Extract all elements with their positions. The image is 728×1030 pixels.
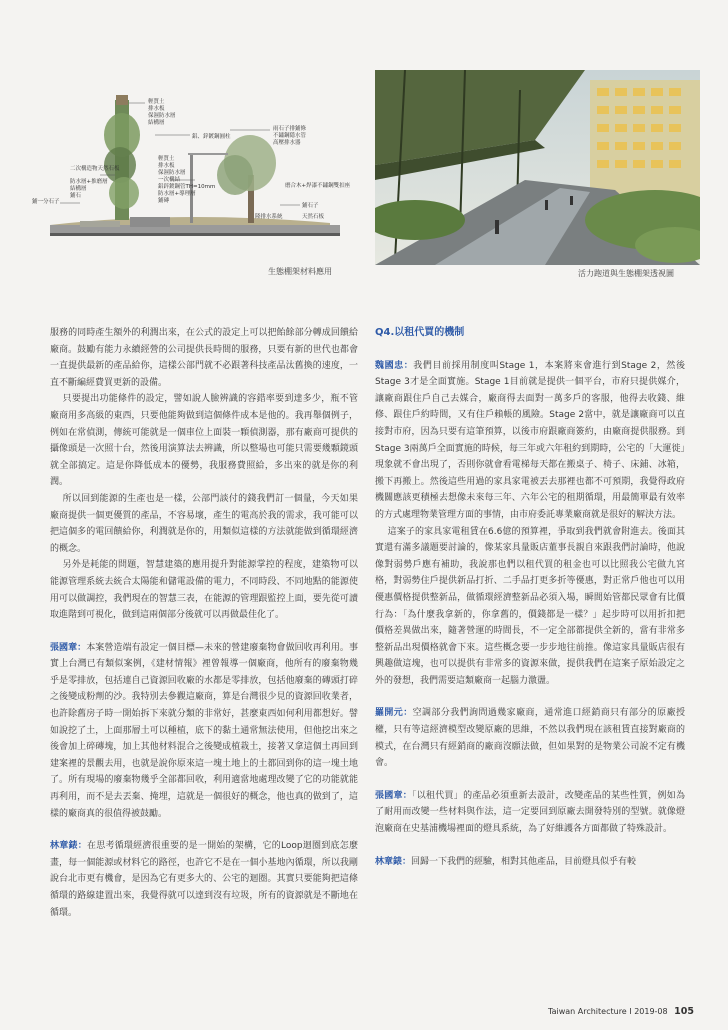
label-center-stack-5: 防水層+導理層 [158,191,196,197]
speaker-paragraph [375,788,685,838]
label-center-stack-3: 一次構結 [158,177,181,183]
label-right-stack-0: 雨石子排鋪條 [273,126,307,132]
footer-separator: I [629,1007,632,1016]
section-heading: Q4.以租代買的機制 [375,327,465,338]
speaker-paragraph [50,838,358,921]
label-bottom-right-3: 天然石板 [302,214,325,220]
paragraph-text: 服務的同時產生額外的利潤出來，在公式的設定上可以把飴餘部分轉成回饋給廠商。鼓勵有能力永續經營的公司提供長時間的服務，只要有新的世代也都會一直提供最新的產品給你，這樣公部門就不必跟著科技產品汰舊換的速度，一直不斷編經費買更新的設備。 [50,328,358,388]
eco-trellis-section-diagram [30,75,360,275]
speaker-paragraph [375,705,685,771]
label-top-stack-2: 保濕防水層 [148,113,176,119]
label-center-stack-2: 保濕防水層 [158,170,186,176]
label-left-stack-3: 鋪石 [70,193,82,199]
paragraph [50,491,358,557]
label-bottom-right-2: 隆排水系統 [255,214,283,220]
paragraph [50,557,358,623]
label-left-stack-0: 二次構造物天然石板 [70,166,120,172]
paragraph [50,391,358,491]
paragraph-text: 另外是耗能的問題，智慧建築的應用提升對能源掌控的程度，建築物可以能源管理系統去統合太陽能和儲電設備的電力，不同時段、不同地點的能源使用可以做調控，我們現在的智慧三表，在能源的管理跟監控上面，要先從可讀取進階到可視化，做到這兩個部分後就可以再做最佳化了。 [50,560,358,621]
label-mid: 鋁、鋅鍍鋼圓柱 [192,134,231,140]
label-right-stack-1: 不鏽鋼隱水管 [273,133,307,139]
speaker-name: 羅開元： [375,708,413,719]
label-top-stack-3: 結構層 [148,120,165,126]
paragraph-text: 所以回到能源的生產也是一樣，公部門談付的錢我們訂一個量，今天如果廠商提供一個更優質的產品，不容易壞，產生的電高於我的需求，我可能可以把這個多的電回饋給你，利潤就是你的，用類似這樣的方法就能做到循環經濟的概念。 [50,493,358,554]
page-number: 105 [674,1006,695,1017]
speaker-paragraph [375,854,685,871]
label-left-stack-1: 防水層+推磨層 [70,179,108,185]
paragraph-text: 我們目前採用制度叫Stage 1，本案將來會進行到Stage 2，然後Stage 3才是全面實施。Stage 1目前就是提供一個平台，市府只提供媒介，讓廠商跟住戶自己去媒合，廠商得去面對一萬多戶的客服，他得去收錢、維修、跟住戶約時間，又有住戶賴帳的風險。Stage 2當中，就是讓廠商可以直接對市府，因為只要有這筆預算，以後市府跟廠商簽約，由廠商提供服務。到Stage 3兩萬戶全面實施的時候，每三年或六年租約到期時，公宅的「大運徙」現象就不會出現了，否則你就會看電梯每天都在搬桌子、椅子、床鋪、冰箱，搬下再搬上。然後這些用過的家具家電被丟去那裡也都不可預期，我覺得政府機關應該更積極去想像未來每三年、六年公宅的租期循環，用最簡單最有效率的方式處理物業管理方面的事情，由市府委託專業廠商就是很好的解決方法。 [375,360,685,520]
label-right-stack-2: 高壓排水器 [273,140,301,146]
paragraph-text: 在思考循環經濟很重要的是一開始的架構，它的Loop迴圈到底怎麼畫，每一個能源或材料它的路徑，也許它不是在一個小基地內循環，所以我剛說台北市更有機會，是因為它有更多大的、公宅的迴圈。其實只要能夠把這條循環的路線建置出來，我覺得就可以達到沒有垃圾，所有的資源就是不斷地在循環。 [50,841,358,918]
label-bottom-right-0: 磨合木+焊漆不鏽鋼雙扣座 [285,183,351,189]
paragraph-text: 空調部分我們詢問過幾家廠商，通常進口經銷商只有部分的原廠授權，只有等這經濟模型改變原廠的思維，不然以我們現在該租賃直接對廠商的模式，在台灣只有經銷商的廠商沒願法做，但如果對的是物業公司說不定有機會。 [375,708,685,769]
paragraph-text: 本案營造端有設定一個目標—未來的營建廢棄物會做回收再利用。事實上台灣已有類似案例，《建材情報》裡曾報導一個廠商，他所有的廢棄物幾乎是零排放，包括連自己資源回收廠的水都是零排放，包括他廢棄的磚頭打碎之後變成粉劑的沙。我特別去參觀這廠商，算是台灣很少見的資源回收業者，也許除舊房子時一開始拆下來就分類的非常好，甚麼東西如何利用都想好。譬如說挖了土，上面那層土可以種植，底下的黏土通常無法使用，但他挖出來之後會加上碎磚塊，加上其他材料混合之後變成植栽土，接著又拿這個土再回到建案裡的景觀去用，也就是說你原來這一塊土地上的土都回到你的這一塊土地了。所有現場的廢棄物幾乎全部都回收，利用適當地處理改變了它的功能就能再利用，而不是去丟棄、掩埋，這就是一個很好的概念，他也真的做到了，這樣的廠商真的很值得被鼓勵。 [50,642,358,819]
label-center-stack-1: 排水板 [158,163,175,169]
paragraph [375,524,685,690]
running-track-perspective-image [375,70,700,265]
left-text-column [50,325,358,921]
paragraph-text: 回歸一下我們的經驗，相對其他產品，目前燈具似乎有較 [411,856,637,867]
right-figure-caption: 活力跑道與生態棚架透視圖 [578,269,674,278]
left-figure-caption: 生態棚架材料應用 [268,267,332,276]
right-text-column [375,325,685,870]
label-top-stack-0: 輕質土 [148,99,165,105]
speaker-name: 林章錶： [375,856,412,867]
page-footer [548,1006,694,1017]
paragraph-text: 「以租代買」的產品必須重新去設計，改變產品的某些性質，例如為了耐用而改變一些材料與作法，這一定要回到原廠去開發特別的型號。就像燈泡廠商在史基浦機場裡面的燈具系統，為了好維護各方面都做了特殊設計。 [375,790,685,835]
paragraph-text: 只要提出功能條件的設定，譬如說人臉辨識的容錯率要到達多少，瓶不管廠商用多高級的東西，只要他能夠做到這個條件成本是他的。我再舉個例子，例如在常偵測，傳統可能就是一個車位上面裝一顆偵測器，那有廠商可提供的攝像頭是一次照十台，然後用演算法去辨識，所以整場也可能只需要幾顆鏡頭就全部搞定。這是你降低成本的優勢，我服務費照給，多出來的就是你的利潤。 [50,394,358,488]
speaker-paragraph [50,640,358,823]
label-center-stack-0: 輕質土 [158,156,175,162]
journal-name: Taiwan Architecture [548,1007,627,1016]
speaker-paragraph [375,358,685,524]
label-bottom-right-1: 鋪石子 [302,203,319,209]
label-left-stack-2: 結構層 [70,186,87,192]
paragraph-text: 這案子的家具家電租賃在6.6億的預算裡，爭取到我們就會附進去。後面其實還有滿多議題要討論的，像某家具量販店董事長親自來跟我們討論時，他說像對弱勢戶應有補助，我說那也們以租代買的租金也可以比照我公宅做九宮格，對弱勢住戶提供新品打折、二手品打更多折等優惠，對正常戶他也可以用優惠價格提供整新品，做循環經濟整新品必須入場，瞬間始管都民眾會有比價行為：「為什麼我拿新的，你拿舊的，價錢都是一樣？」起步時可以用折扣把價格差異做出來，隨著營運的時間長，不一定全部都提供全新的，當有非常多整新品出現價格就會下來。這些概念要一步步地往前推。像這家具量販店很有興趣做這塊，也可以提供有非常多的資源來做，提供我們在這案子原始設定之外的發想，我們需要這類廠商一起腦力激盪。 [375,526,685,686]
speaker-name: 張國章： [50,642,87,653]
label-top-stack-1: 排水板 [148,106,165,112]
issue-date: 2019-08 [634,1007,668,1016]
speaker-name: 魏國忠： [375,360,414,371]
label-center-stack-4: 鋁鋅鍍鋼管TH=10mm [158,184,216,190]
speaker-name: 張國章： [375,790,413,801]
label-bottom-left: 鋪一分石子 [32,199,60,205]
speaker-name: 林章錶： [50,841,87,852]
paragraph [50,325,358,391]
label-center-stack-6: 鋪磚 [158,198,170,204]
